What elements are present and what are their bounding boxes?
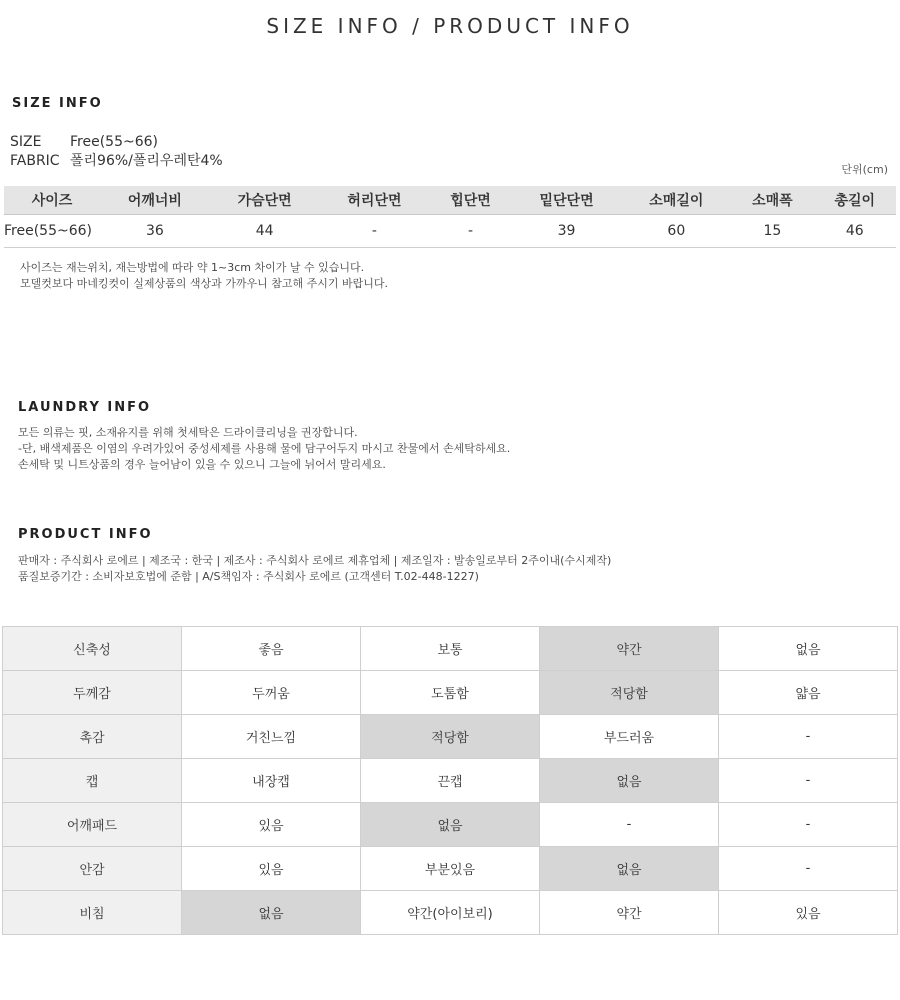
property-option: 좋음 xyxy=(182,627,361,671)
size-header-cell: 총길이 xyxy=(814,186,896,215)
property-option-selected: 약간 xyxy=(540,627,719,671)
property-option: 도톰함 xyxy=(361,671,540,715)
property-option: - xyxy=(719,847,898,891)
size-header-cell: 소매폭 xyxy=(731,186,813,215)
size-cell: 60 xyxy=(621,215,731,248)
properties-table xyxy=(2,626,898,935)
laundry-line: 모든 의류는 핏, 소재유지를 위해 첫세탁은 드라이클리닝을 권장합니다. xyxy=(18,426,358,439)
size-label: SIZE xyxy=(10,134,42,150)
property-option: 있음 xyxy=(182,847,361,891)
size-note-line: 모델컷보다 마네킹컷이 실제상품의 색상과 가까우니 참고해 주시기 바랍니다. xyxy=(20,277,389,290)
property-option: 부드러움 xyxy=(540,715,719,759)
table-row xyxy=(3,803,898,847)
size-header-cell: 어깨너비 xyxy=(100,186,210,215)
unit-label: 단위(cm) xyxy=(841,163,888,176)
product-line: 품질보증기간 : 소비자보호법에 준함 | A/S책임자 : 주식회사 로에르 (고객센터 T.02-448-1227) xyxy=(18,570,479,583)
product-info-heading: PRODUCT INFO xyxy=(18,527,153,542)
table-row xyxy=(3,759,898,803)
property-option: 보통 xyxy=(361,627,540,671)
property-option-selected: 없음 xyxy=(361,803,540,847)
size-header-cell: 소매길이 xyxy=(621,186,731,215)
property-option: 있음 xyxy=(719,891,898,935)
table-row xyxy=(3,627,898,671)
property-name: 두께감 xyxy=(3,671,182,715)
property-option: 거친느낌 xyxy=(182,715,361,759)
property-option: - xyxy=(719,715,898,759)
product-notes xyxy=(18,553,611,585)
size-header-cell: 가슴단면 xyxy=(210,186,320,215)
property-name: 촉감 xyxy=(3,715,182,759)
property-option: 얇음 xyxy=(719,671,898,715)
property-option-selected: 없음 xyxy=(182,891,361,935)
property-name: 캡 xyxy=(3,759,182,803)
property-option: 약간 xyxy=(540,891,719,935)
property-option: - xyxy=(719,803,898,847)
fabric-value: 폴리96%/폴리우레탄4% xyxy=(70,153,223,169)
size-header-cell: 밑단단면 xyxy=(512,186,622,215)
table-row xyxy=(3,671,898,715)
size-header-cell: 힙단면 xyxy=(429,186,511,215)
table-row xyxy=(3,715,898,759)
property-option: 두꺼움 xyxy=(182,671,361,715)
property-option: 끈캡 xyxy=(361,759,540,803)
size-notes xyxy=(20,260,388,292)
laundry-info-heading: LAUNDRY INFO xyxy=(18,400,152,415)
table-row xyxy=(3,891,898,935)
laundry-line: -단, 배색제품은 이염의 우려가있어 중성세제를 사용해 물에 담구어두지 마시고 찬물에서 손세탁하세요. xyxy=(18,442,511,455)
size-cell: 39 xyxy=(512,215,622,248)
page-title: SIZE INFO / PRODUCT INFO xyxy=(266,14,634,38)
property-option: - xyxy=(719,759,898,803)
laundry-line: 손세탁 및 니트상품의 경우 늘어남이 있을 수 있으니 그늘에 뉘어서 말리세요. xyxy=(18,458,386,471)
property-option-selected: 없음 xyxy=(540,759,719,803)
table-row xyxy=(3,847,898,891)
size-cell: 15 xyxy=(731,215,813,248)
size-cell: Free(55~66) xyxy=(4,215,100,248)
property-name: 어깨패드 xyxy=(3,803,182,847)
property-option-selected: 적당함 xyxy=(361,715,540,759)
property-option: 있음 xyxy=(182,803,361,847)
property-option: 없음 xyxy=(719,627,898,671)
property-option: 약간(아이보리) xyxy=(361,891,540,935)
product-line: 판매자 : 주식회사 로에르 | 제조국 : 한국 | 제조사 : 주식회사 로에르 제휴업체 | 제조일자 : 발송일로부터 2주이내(수시제작) xyxy=(18,554,612,567)
size-spec xyxy=(10,134,158,150)
size-cell: 44 xyxy=(210,215,320,248)
size-table-header xyxy=(4,186,896,215)
property-option-selected: 적당함 xyxy=(540,671,719,715)
size-header-cell: 사이즈 xyxy=(4,186,100,215)
property-name: 신축성 xyxy=(3,627,182,671)
laundry-notes xyxy=(18,425,510,473)
size-value: Free(55~66) xyxy=(70,134,158,150)
property-name: 안감 xyxy=(3,847,182,891)
table-row xyxy=(4,215,896,248)
fabric-label: FABRIC xyxy=(10,153,60,169)
fabric-spec xyxy=(10,150,223,170)
size-cell: - xyxy=(320,215,430,248)
size-info-heading: SIZE INFO xyxy=(12,96,103,111)
size-cell: 46 xyxy=(814,215,896,248)
property-option: - xyxy=(540,803,719,847)
size-cell: 36 xyxy=(100,215,210,248)
size-note-line: 사이즈는 재는위치, 재는방법에 따라 약 1~3cm 차이가 날 수 있습니다. xyxy=(20,261,365,274)
property-name: 비침 xyxy=(3,891,182,935)
property-option: 부분있음 xyxy=(361,847,540,891)
property-option-selected: 없음 xyxy=(540,847,719,891)
size-header-cell: 허리단면 xyxy=(320,186,430,215)
property-option: 내장캡 xyxy=(182,759,361,803)
size-table xyxy=(4,186,896,248)
size-cell: - xyxy=(429,215,511,248)
